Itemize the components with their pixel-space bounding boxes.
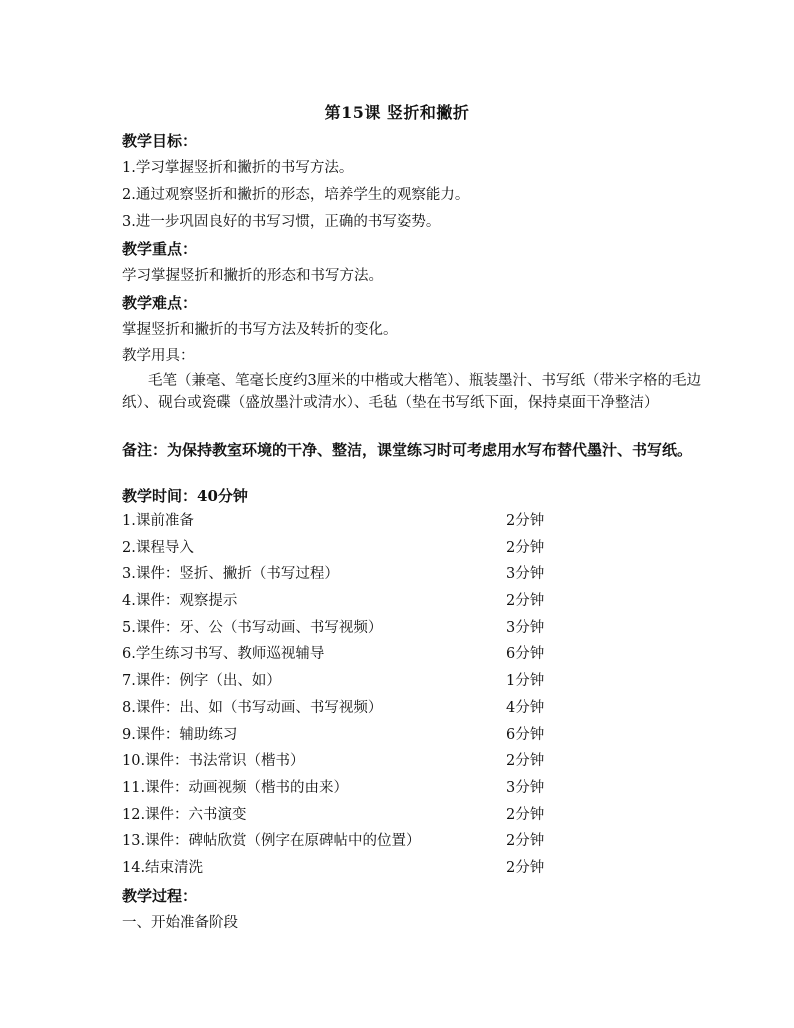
schedule-item-duration: 1分钟 [506,673,545,690]
schedule-row [122,641,582,668]
schedule-row [122,722,582,749]
schedule-row [122,828,582,855]
difficulties-text: 掌握竖折和撇折的书写方法及转折的变化。 [122,322,398,338]
schedule-row [122,615,582,642]
difficulties-section [122,290,702,344]
schedule-item-duration: 2分钟 [506,859,545,876]
objective-item: 3.进一步巩固良好的书写习惯，正确的书写姿势。 [122,214,441,230]
process-first-stage: 一、开始准备阶段 [122,915,238,931]
objective-item: 1.学习掌握竖折和撇折的书写方法。 [122,160,354,176]
schedule-item-duration: 3分钟 [506,779,545,796]
schedule-item-duration: 2分钟 [506,806,545,823]
tools-heading: 教学用具： [122,348,195,364]
schedule-row [122,775,582,802]
objectives-section [122,128,702,236]
schedule-row [122,508,582,535]
schedule-item-label: 7.课件：例字（出、如） [122,673,281,690]
schedule-item-duration: 6分钟 [506,726,545,743]
schedule-row [122,695,582,722]
schedule-row [122,855,582,882]
objectives-heading: 教学目标： [122,132,198,150]
schedule-item-label: 9.课件：辅助练习 [122,726,238,743]
schedule-item-duration: 3分钟 [506,619,545,636]
key-points-text: 学习掌握竖折和撇折的形态和书写方法。 [122,268,383,284]
key-points-heading: 教学重点： [122,240,198,258]
key-points-section [122,236,702,290]
schedule-item-label: 3.课件：竖折、撇折（书写过程） [122,566,339,583]
schedule-item-label: 11.课件：动画视频（楷书的由来） [122,779,349,796]
schedule-item-duration: 2分钟 [506,513,545,529]
schedule-item-duration: 2分钟 [506,539,545,556]
schedule-item-label: 4.课件：观察提示 [122,593,238,610]
time-heading: 教学时间：40分钟 [122,487,248,505]
schedule-item-label: 5.课件：牙、公（书写动画、书写视频） [122,619,383,636]
schedule-item-duration: 2分钟 [506,593,545,610]
schedule-item-label: 8.课件：出、如（书写动画、书写视频） [122,699,383,716]
schedule-item-label: 2.课程导入 [122,539,194,556]
note-text: 备注：为保持教室环境的干净、整洁，课堂练习时可考虑用水写布替代墨汁、书写纸。 [122,441,693,459]
tools-text: 毛笔（兼毫、笔毫长度约3厘米的中楷或大楷笔）、瓶装墨汁、书写纸（带米字格的毛边纸）、砚台或瓷碟（盛放墨汁或清水）、毛毡（垫在书写纸下面，保持桌面干净整洁） [122,373,701,411]
time-section [122,483,702,510]
schedule-item-label: 12.课件：六书演变 [122,806,247,823]
schedule-row [122,561,582,588]
schedule-item-duration: 3分钟 [506,566,545,583]
tools-section [122,343,702,370]
schedule-item-label: 13.课件：碑帖欣赏（例字在原碑帖中的位置） [122,833,421,850]
schedule-row [122,802,582,829]
schedule-item-label: 6.学生练习书写、教师巡视辅导 [122,646,325,663]
schedule-item-label: 1.课前准备 [122,513,194,529]
process-section [122,883,702,937]
schedule-item-duration: 2分钟 [506,753,545,770]
objective-item: 2.通过观察竖折和撇折的形态，培养学生的观察能力。 [122,187,470,203]
schedule-row [122,668,582,695]
schedule-row [122,535,582,562]
schedule-item-duration: 4分钟 [506,699,545,716]
page-title: 第15课 竖折和撇折 [324,103,470,122]
schedule-item-duration: 2分钟 [506,833,545,850]
process-heading: 教学过程： [122,887,198,905]
schedule-item-label: 14.结束清洗 [122,859,204,876]
schedule-row [122,588,582,615]
schedule-item-duration: 6分钟 [506,646,545,663]
difficulties-heading: 教学难点： [122,294,198,312]
schedule-item-label: 10.课件：书法常识（楷书） [122,753,305,770]
schedule-list [122,508,582,882]
schedule-row [122,748,582,775]
